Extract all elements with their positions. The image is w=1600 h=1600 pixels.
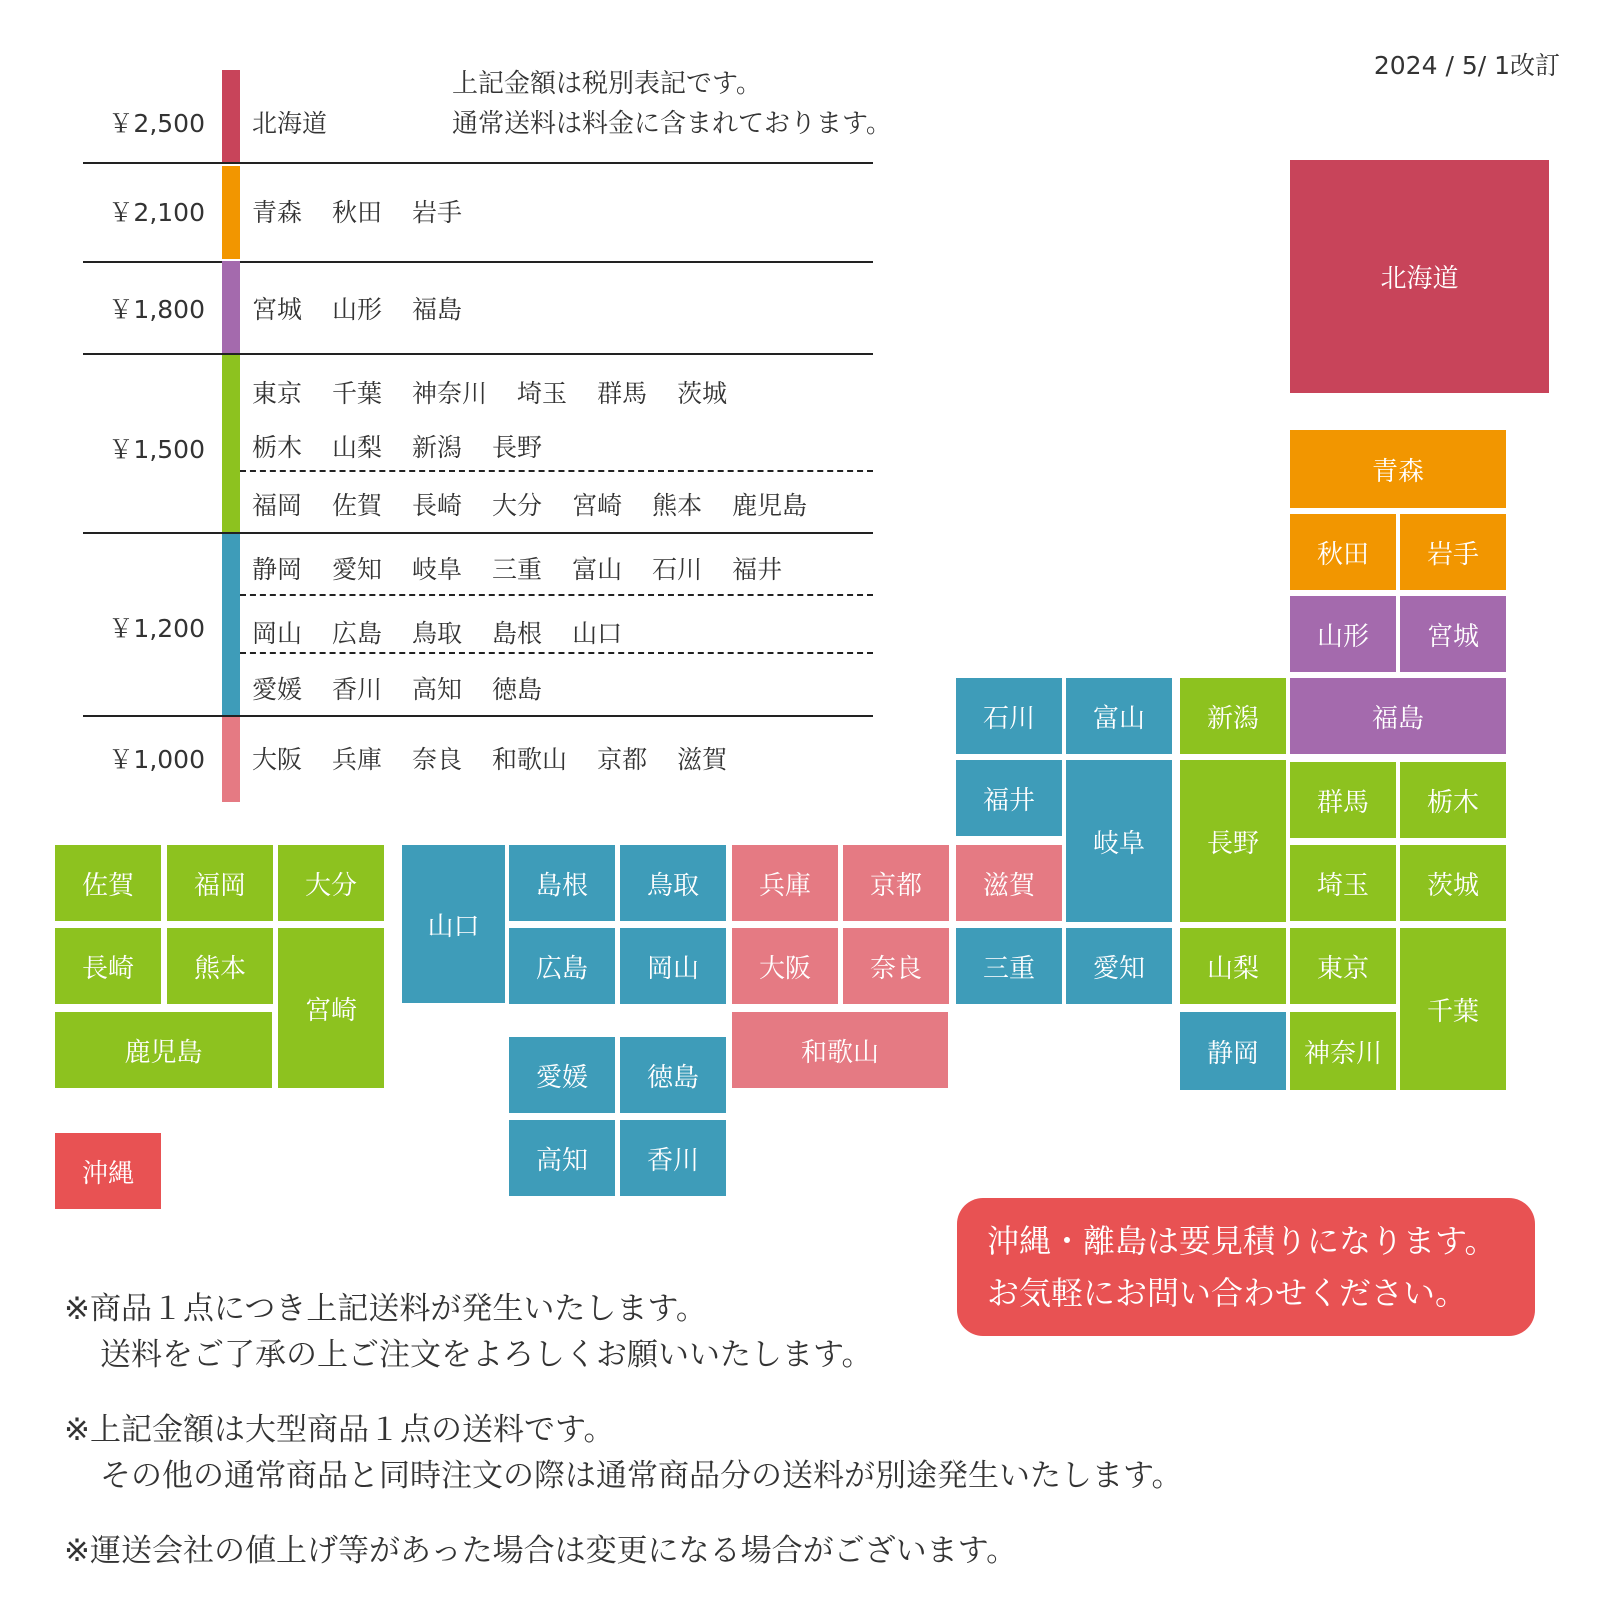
price-label: ￥2,100 bbox=[108, 198, 205, 227]
prefecture-name: 山形 bbox=[332, 295, 383, 324]
prefecture-tile: 北海道 bbox=[1290, 160, 1549, 393]
prefecture-tile: 沖縄 bbox=[55, 1133, 161, 1209]
note-2 bbox=[64, 1407, 1183, 1499]
tax-note-line-2: 通常送料は料金に含まれております。 bbox=[452, 109, 892, 139]
prefecture-name: 岩手 bbox=[412, 198, 463, 227]
group-divider bbox=[240, 594, 873, 596]
prefecture-name: 和歌山 bbox=[492, 745, 568, 774]
prefecture-tile: 大阪 bbox=[732, 928, 838, 1004]
price-label: ￥2,500 bbox=[108, 109, 205, 138]
prefecture-tile: 山形 bbox=[1290, 596, 1396, 672]
prefecture-name: 山梨 bbox=[332, 433, 383, 462]
prefecture-tile: 福島 bbox=[1290, 678, 1506, 754]
prefecture-name: 山口 bbox=[572, 619, 623, 648]
prefecture-name: 栃木 bbox=[252, 433, 303, 462]
price-color-bar bbox=[222, 717, 240, 802]
prefecture-tile: 岐阜 bbox=[1066, 760, 1172, 922]
prefecture-tile: 青森 bbox=[1290, 430, 1506, 508]
prefecture-tile: 岩手 bbox=[1400, 514, 1506, 590]
prefecture-name: 福井 bbox=[732, 555, 783, 584]
group-divider bbox=[240, 470, 873, 472]
prefecture-tile: 京都 bbox=[843, 845, 949, 921]
prefecture-tile: 香川 bbox=[620, 1120, 726, 1196]
prefecture-tile: 静岡 bbox=[1180, 1012, 1286, 1090]
prefecture-name: 愛知 bbox=[332, 555, 383, 584]
prefecture-tile: 東京 bbox=[1290, 928, 1396, 1004]
group-divider bbox=[240, 652, 873, 654]
prefecture-name: 北海道 bbox=[252, 109, 328, 138]
prefecture-tile: 埼玉 bbox=[1290, 845, 1396, 921]
prefecture-tile: 高知 bbox=[509, 1120, 615, 1196]
note-3 bbox=[64, 1528, 1017, 1574]
prefecture-tile: 広島 bbox=[509, 928, 615, 1004]
prefecture-tile: 群馬 bbox=[1290, 762, 1396, 838]
note-2-line-2: その他の通常商品と同時注文の際は通常商品分の送料が別途発生いたします。 bbox=[100, 1458, 1183, 1494]
prefecture-name: 福岡 bbox=[252, 491, 303, 520]
price-color-bar bbox=[222, 534, 240, 715]
prefecture-row bbox=[252, 374, 757, 410]
prefecture-tile: 千葉 bbox=[1400, 928, 1506, 1090]
prefecture-name: 兵庫 bbox=[332, 745, 383, 774]
prefecture-name: 岐阜 bbox=[412, 555, 463, 584]
prefecture-name: 奈良 bbox=[412, 745, 463, 774]
prefecture-tile: 長野 bbox=[1180, 760, 1286, 922]
prefecture-tile: 鳥取 bbox=[620, 845, 726, 921]
row-divider bbox=[83, 715, 873, 717]
prefecture-name: 茨城 bbox=[677, 379, 728, 408]
prefecture-row bbox=[252, 550, 812, 586]
row-divider bbox=[83, 532, 873, 534]
prefecture-name: 秋田 bbox=[332, 198, 383, 227]
prefecture-name: 東京 bbox=[252, 379, 303, 408]
okinawa-notice-line-2: お気軽にお問い合わせください。 bbox=[987, 1274, 1468, 1312]
revision-date: 2024 / 5/ 1改訂 bbox=[1373, 51, 1560, 80]
prefecture-name: 大阪 bbox=[252, 745, 303, 774]
prefecture-tile: 新潟 bbox=[1180, 678, 1286, 754]
prefecture-name: 宮崎 bbox=[572, 491, 623, 520]
prefecture-tile: 徳島 bbox=[620, 1037, 726, 1113]
prefecture-name: 富山 bbox=[572, 555, 623, 584]
prefecture-tile: 山口 bbox=[402, 845, 505, 1003]
prefecture-name: 滋賀 bbox=[677, 745, 728, 774]
price-label: ￥1,500 bbox=[108, 435, 205, 464]
prefecture-tile: 和歌山 bbox=[732, 1012, 948, 1088]
prefecture-tile: 島根 bbox=[509, 845, 615, 921]
price-color-bar bbox=[222, 70, 240, 162]
tax-note-line-1: 上記金額は税別表記です。 bbox=[452, 69, 762, 99]
note-1-line-2: 送料をご了承の上ご注文をよろしくお願いいたします。 bbox=[100, 1337, 873, 1373]
prefecture-name: 鹿児島 bbox=[732, 491, 808, 520]
prefecture-row bbox=[252, 614, 652, 650]
prefecture-name: 長崎 bbox=[412, 491, 463, 520]
prefecture-tile: 鹿児島 bbox=[55, 1012, 272, 1088]
prefecture-name: 広島 bbox=[332, 619, 383, 648]
prefecture-tile: 奈良 bbox=[843, 928, 949, 1004]
prefecture-tile: 茨城 bbox=[1400, 845, 1506, 921]
prefecture-name: 群馬 bbox=[597, 379, 648, 408]
prefecture-tile: 佐賀 bbox=[55, 845, 161, 921]
prefecture-name: 新潟 bbox=[412, 433, 463, 462]
prefecture-tile: 山梨 bbox=[1180, 928, 1286, 1004]
price-color-bar bbox=[222, 261, 240, 353]
prefecture-name: 長野 bbox=[492, 433, 543, 462]
prefecture-name: 埼玉 bbox=[517, 379, 568, 408]
prefecture-tile: 愛知 bbox=[1066, 928, 1172, 1004]
prefecture-tile: 大分 bbox=[278, 845, 384, 921]
prefecture-name: 京都 bbox=[597, 745, 648, 774]
note-1 bbox=[64, 1286, 873, 1378]
price-label: ￥1,000 bbox=[108, 745, 205, 774]
prefecture-name: 宮城 bbox=[252, 295, 303, 324]
prefecture-row bbox=[252, 290, 492, 326]
price-color-bar bbox=[222, 166, 240, 259]
prefecture-row bbox=[252, 428, 572, 464]
prefecture-name: 熊本 bbox=[652, 491, 703, 520]
prefecture-tile: 栃木 bbox=[1400, 762, 1506, 838]
prefecture-name: 徳島 bbox=[492, 675, 543, 704]
prefecture-tile: 秋田 bbox=[1290, 514, 1396, 590]
row-divider bbox=[83, 261, 873, 263]
price-color-bar bbox=[222, 355, 240, 532]
prefecture-tile: 宮城 bbox=[1400, 596, 1506, 672]
prefecture-tile: 富山 bbox=[1066, 678, 1172, 754]
row-divider bbox=[83, 162, 873, 164]
prefecture-name: 岡山 bbox=[252, 619, 303, 648]
prefecture-name: 神奈川 bbox=[412, 379, 488, 408]
note-3-line-1: ※運送会社の値上げ等があった場合は変更になる場合がございます。 bbox=[64, 1533, 1018, 1569]
prefecture-name: 佐賀 bbox=[332, 491, 383, 520]
prefecture-name: 石川 bbox=[652, 555, 703, 584]
tax-note bbox=[452, 64, 892, 144]
prefecture-tile: 神奈川 bbox=[1290, 1012, 1396, 1090]
prefecture-tile: 福岡 bbox=[167, 845, 273, 921]
okinawa-notice bbox=[957, 1198, 1535, 1336]
prefecture-row bbox=[252, 193, 492, 229]
note-1-line-1: ※商品１点につき上記送料が発生いたします。 bbox=[64, 1291, 707, 1327]
prefecture-name: 島根 bbox=[492, 619, 543, 648]
prefecture-tile: 滋賀 bbox=[956, 845, 1062, 921]
prefecture-row bbox=[252, 104, 357, 140]
prefecture-row bbox=[252, 486, 837, 522]
prefecture-name: 愛媛 bbox=[252, 675, 303, 704]
price-label: ￥1,800 bbox=[108, 295, 205, 324]
prefecture-name: 大分 bbox=[492, 491, 543, 520]
prefecture-tile: 兵庫 bbox=[732, 845, 838, 921]
prefecture-tile: 岡山 bbox=[620, 928, 726, 1004]
prefecture-name: 高知 bbox=[412, 675, 463, 704]
prefecture-name: 福島 bbox=[412, 295, 463, 324]
prefecture-row bbox=[252, 670, 572, 706]
prefecture-row bbox=[252, 740, 757, 776]
prefecture-tile: 石川 bbox=[956, 678, 1062, 754]
prefecture-name: 千葉 bbox=[332, 379, 383, 408]
prefecture-name: 香川 bbox=[332, 675, 383, 704]
prefecture-tile: 福井 bbox=[956, 760, 1062, 836]
prefecture-name: 三重 bbox=[492, 555, 543, 584]
row-divider bbox=[83, 353, 873, 355]
prefecture-name: 青森 bbox=[252, 198, 303, 227]
prefecture-name: 鳥取 bbox=[412, 619, 463, 648]
prefecture-tile: 長崎 bbox=[55, 928, 161, 1004]
prefecture-name: 静岡 bbox=[252, 555, 303, 584]
prefecture-tile: 熊本 bbox=[167, 928, 273, 1004]
prefecture-tile: 三重 bbox=[956, 928, 1062, 1004]
price-label: ￥1,200 bbox=[108, 614, 205, 643]
prefecture-tile: 愛媛 bbox=[509, 1037, 615, 1113]
okinawa-notice-line-1: 沖縄・離島は要見積りになります。 bbox=[987, 1222, 1497, 1260]
prefecture-tile: 宮崎 bbox=[278, 928, 384, 1088]
note-2-line-1: ※上記金額は大型商品１点の送料です。 bbox=[64, 1412, 615, 1448]
